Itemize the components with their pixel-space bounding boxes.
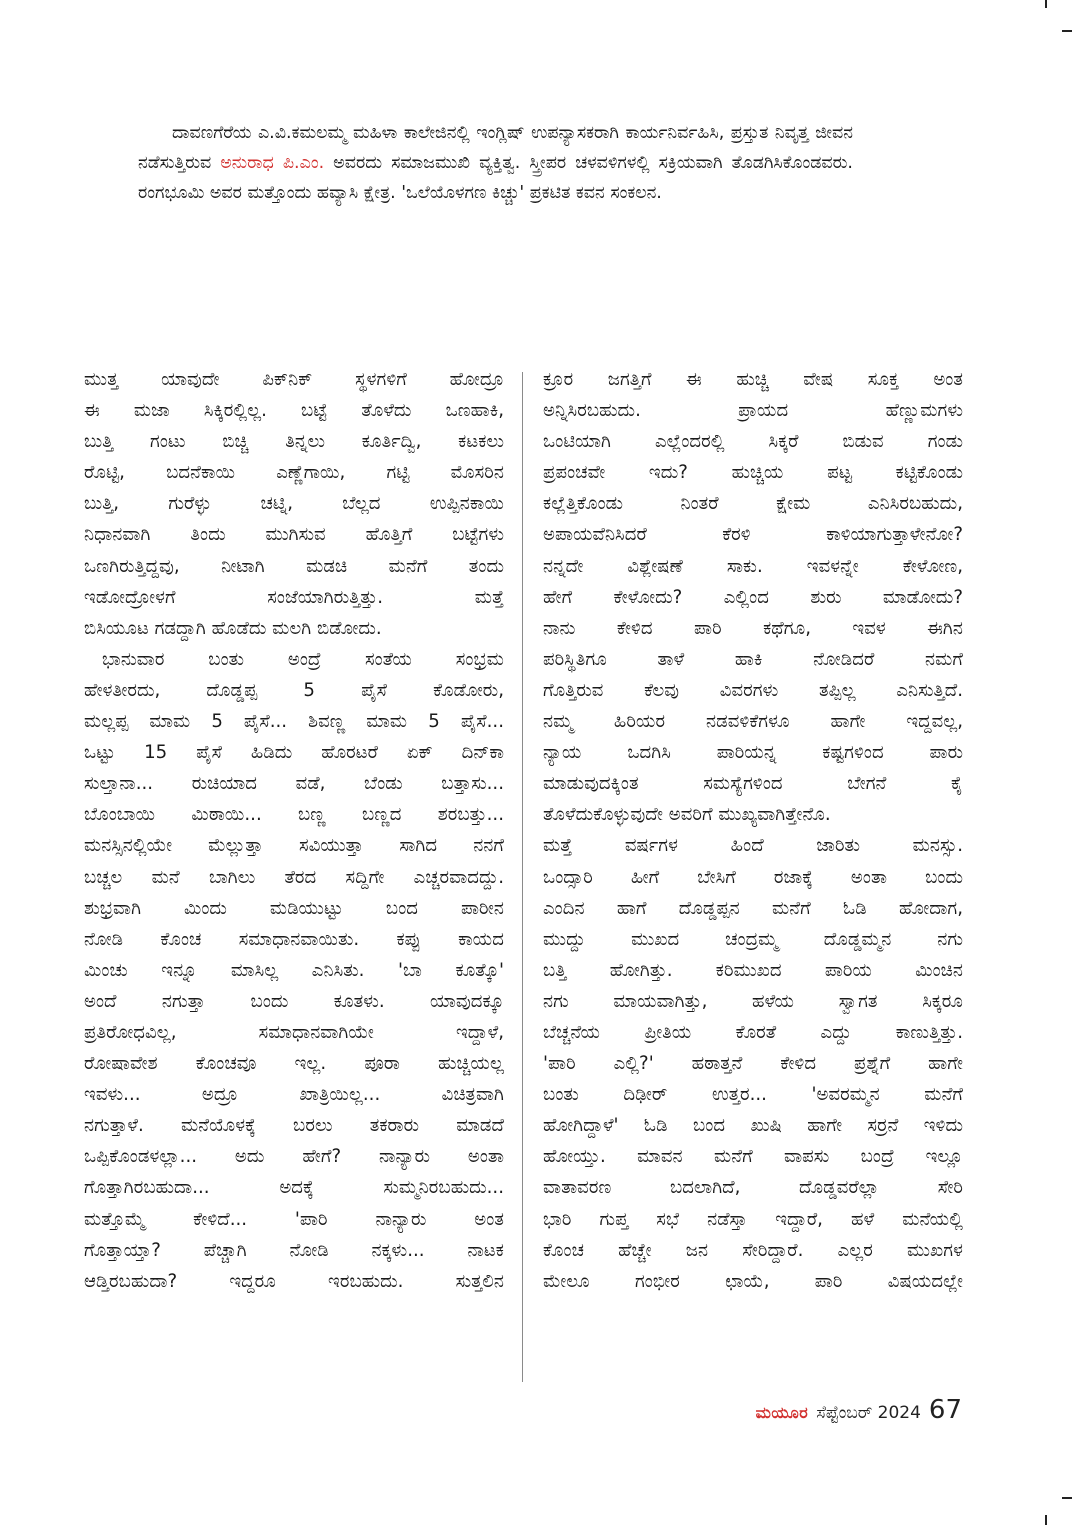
text-line: ಕ್ರೂರ ಜಗತ್ತಿಗೆ ಈ ಹುಚ್ಚಿ ವೇಷ ಸೂಕ್ತ ಅಂತ — [543, 369, 963, 390]
text-line: ಹೋಯ್ತು. ಮಾವನ ಮನೆಗೆ ವಾಪಸು ಬಂದ್ರೆ ಇಲ್ಲೂ — [543, 1146, 963, 1168]
author-bio-paragraph — [138, 118, 853, 208]
text-line: ಪರಿಸ್ಥಿತಿಗೂ ತಾಳೆ ಹಾಕಿ ನೋಡಿದರೆ ನಮಗೆ — [543, 648, 963, 670]
text-line: ಭಾನುವಾರ ಬಂತು ಅಂದ್ರೆ ಸಂತೆಯ ಸಂಭ್ರಮ — [102, 648, 504, 670]
text-line: ಮಾಡುವುದಕ್ಕಿಂತ ಸಮಸ್ಯೆಗಳಿಂದ ಬೇಗನೆ ಕೈ — [543, 773, 963, 795]
text-line: 'ಪಾರಿ ಎಲ್ಲಿ?' ಹಠಾತ್ತನೆ ಕೇಳಿದ ಪ್ರಶ್ನೆಗೆ ಹಾಗೇ — [543, 1053, 963, 1075]
text-line: ರೊಟ್ಟಿ, ಬದನೆಕಾಯಿ ಎಣ್ಣೆಗಾಯಿ, ಗಟ್ಟಿ ಮೊಸರಿನ — [84, 462, 504, 484]
text-line: ಈ ಮಜಾ ಸಿಕ್ಕಿರಲ್ಲಿಲ್ಲ. ಬಟ್ಟೆ ತೊಳೆದು ಒಣಹಾಕಿ, — [84, 400, 504, 422]
text-line: ಅಪಾಯವೆನಿಸಿದರೆ ಕೆರಳಿ ಕಾಳಿಯಾಗುತ್ತಾಳೇನೋ? — [543, 524, 963, 546]
text-line: ಬುತ್ತಿ ಗಂಟು ಬಿಚ್ಚಿ ತಿನ್ನಲು ಕೂರ್ತಿದ್ವಿ, ಕಟಕಲು — [84, 431, 504, 453]
author-name: ಅನುರಾಧ ಪಿ.ಎಂ. — [220, 153, 325, 173]
text-line: ತೊಳೆದುಕೊಳ್ಳುವುದೇ ಅವರಿಗೆ ಮುಖ್ಯವಾಗಿತ್ತೇನೊ. — [543, 804, 831, 826]
text-line: ಮೇಲೂ ಗಂಭೀರ ಛಾಯೆ, ಪಾರಿ ವಿಷಯದಲ್ಲೇ — [543, 1270, 963, 1292]
text-line: ಹೇಳತೀರದು, ದೊಡ್ಡಪ್ಪ 5 ಪೈಸೆ ಕೊಡೋರು, — [84, 679, 504, 701]
text-line: ಪ್ರತಿರೋಧವಿಲ್ಲ, ಸಮಾಧಾನವಾಗಿಯೇ ಇದ್ದಾಳೆ, — [84, 1021, 504, 1043]
text-line: ಗೊತ್ತಾಯ್ತಾ? ಪೆಚ್ಚಾಗಿ ನೋಡಿ ನಕ್ಕಳು... ನಾಟಕ — [84, 1239, 504, 1261]
text-line: ಬುತ್ತಿ, ಗುರೆಳ್ಳು ಚಟ್ನಿ, ಬೆಲ್ಲದ ಉಪ್ಪಿನಕಾಯಿ — [84, 493, 504, 515]
text-line: ಎಂದಿನ ಹಾಗೆ ದೊಡ್ಡಪ್ಪನ ಮನೆಗೆ ಓಡಿ ಹೋದಾಗ, — [543, 897, 963, 919]
article-column-right — [543, 364, 963, 1297]
text-line: ಒಣಗಿರುತ್ತಿದ್ದವು, ನೀಟಾಗಿ ಮಡಚಿ ಮನೆಗೆ ತಂದು — [84, 555, 504, 577]
author-bio-text-before: ದಾವಣಗೆರೆಯ ಎ.ವಿ.ಕಮಲಮ್ಮ ಮಹಿಳಾ ಕಾಲೇಜಿನಲ್ಲಿ ಇಂಗ್ಲಿಷ್ ಉಪನ್ಯಾಸಕರಾಗಿ ಕಾರ್ಯನಿರ್ವಹಿಸಿ, ಪ್ರಸ್ತುತ ನಿವೃತ್ತ ಜೀವನ ನಡೆಸುತ್ತಿರುವ — [138, 123, 853, 173]
text-line: ನಿಧಾನವಾಗಿ ತಿಂದು ಮುಗಿಸುವ ಹೊತ್ತಿಗೆ ಬಟ್ಟೆಗಳು — [84, 524, 504, 546]
magazine-logo: ಮಯೂರ — [755, 1403, 809, 1422]
page-footer — [756, 1395, 962, 1425]
page-number: 67 — [928, 1395, 962, 1425]
text-line: ಮುತ್ತ ಯಾವುದೇ ಪಿಕ್‌ನಿಕ್ ಸ್ಥಳಗಳಿಗೆ ಹೋದ್ರೂ — [84, 369, 504, 390]
crop-mark-bottom-right — [1062, 1497, 1072, 1499]
crop-mark-top-right-h — [1062, 30, 1072, 32]
text-line: ಇಡೋದ್ರೋಳಗೆ ಸಂಜೆಯಾಗಿರುತ್ತಿತ್ತು. ಮತ್ತೆ — [84, 586, 504, 608]
text-line: ಬೆಚ್ಚನೆಯ ಪ್ರೀತಿಯ ಕೊರತೆ ಎದ್ದು ಕಾಣುತ್ತಿತ್ತು. — [543, 1021, 963, 1043]
text-line: ಅನ್ನಿಸಿರಬಹುದು. ಪ್ರಾಯದ ಹೆಣ್ಣುಮಗಳು — [543, 400, 963, 422]
text-line: ಬಿಸಿಯೂಟ ಗಡದ್ದಾಗಿ ಹೊಡೆದು ಮಲಗಿ ಬಿಡೋದು. — [84, 617, 382, 639]
text-line: ಮತ್ತೊಮ್ಮೆ ಕೇಳಿದೆ... 'ಪಾರಿ ನಾನ್ಯಾರು ಅಂತ — [84, 1208, 504, 1230]
text-line: ಭಾರಿ ಗುಪ್ತ ಸಭೆ ನಡೆಸ್ತಾ ಇದ್ದಾರೆ, ಹಳೆ ಮನೆಯಲ್ಲಿ — [543, 1208, 963, 1230]
text-line: ಒಪ್ಪಿಕೊಂಡಳಲ್ಲಾ... ಅದು ಹೇಗೆ? ನಾನ್ಯಾರು ಅಂತಾ — [84, 1146, 504, 1168]
text-line: ಬಂತು ದಿಢೀರ್ ಉತ್ತರ... 'ಅವರಮ್ಮನ ಮನೆಗೆ — [543, 1084, 963, 1106]
text-line: ನನ್ನದೇ ವಿಶ್ಲೇಷಣೆ ಸಾಕು. ಇವಳನ್ನೇ ಕೇಳೋಣ, — [543, 555, 963, 577]
text-line: ನಾನು ಕೇಳಿದ ಪಾರಿ ಕಥೆಗೂ, ಇವಳ ಈಗಿನ — [543, 617, 963, 639]
text-line: ವಾತಾವರಣ ಬದಲಾಗಿದೆ, ದೊಡ್ಡವರೆಲ್ಲಾ ಸೇರಿ — [543, 1177, 963, 1199]
text-line: ರೋಷಾವೇಶ ಕೊಂಚವೂ ಇಲ್ಲ. ಪೂರಾ ಹುಚ್ಚಿಯಲ್ಲ — [84, 1053, 504, 1075]
text-line: ಅಂದೆ ನಗುತ್ತಾ ಬಂದು ಕೂತಳು. ಯಾವುದಕ್ಕೂ — [84, 990, 504, 1012]
text-line: ನಗು ಮಾಯವಾಗಿತ್ತು, ಹಳೆಯ ಸ್ವಾಗತ ಸಿಕ್ಕರೂ — [543, 990, 963, 1012]
text-line: ಆಡ್ತಿರಬಹುದಾ? ಇದ್ದರೂ ಇರಬಹುದು. ಸುತ್ತಲಿನ — [84, 1270, 504, 1292]
column-divider — [522, 372, 523, 1382]
text-line: ಸುಲ್ತಾನಾ... ರುಚಿಯಾದ ವಡೆ, ಬೆಂಡು ಬತ್ತಾಸು... — [84, 773, 504, 795]
crop-mark-bottom-right-v — [1045, 1515, 1047, 1525]
text-line: ಕೊಂಚ ಹೆಚ್ಚೇ ಜನ ಸೇರಿದ್ದಾರೆ. ಎಲ್ಲರ ಮುಖಗಳ — [543, 1239, 963, 1261]
text-line: ಮನಸ್ಸಿನಲ್ಲಿಯೇ ಮೆಲ್ಲುತ್ತಾ ಸವಿಯುತ್ತಾ ಸಾಗಿದ ನನಗೆ — [84, 835, 504, 857]
text-line: ಕಲ್ಲೆತ್ತಿಕೊಂಡು ನಿಂತರೆ ಕ್ಷೇಮ ಎನಿಸಿರಬಹುದು, — [543, 493, 963, 515]
issue-date: ಸೆಪ್ಟೆಂಬರ್ 2024 — [816, 1403, 921, 1423]
author-bio-text-after: ಅವರದು ಸಮಾಜಮುಖಿ ವ್ಯಕ್ತಿತ್ವ. ಸ್ತ್ರೀಪರ ಚಳವಳಿಗಳಲ್ಲಿ ಸಕ್ರಿಯವಾಗಿ ತೊಡಗಿಸಿಕೊಂಡವರು. ರಂಗಭೂಮಿ ಅವರ ಮತ್ತೊಂದು ಹವ್ಯಾಸಿ ಕ್ಷೇತ್ರ. 'ಒಲೆಯೊಳಗಣ ಕಿಚ್ಚು' ಪ್ರಕಟಿತ ಕವನ ಸಂಕಲನ. — [138, 153, 853, 203]
text-line: ಶುಭ್ರವಾಗಿ ಮಿಂದು ಮಡಿಯುಟ್ಟು ಬಂದ ಪಾರೀನ — [84, 897, 504, 919]
text-line: ಮುದ್ದು ಮುಖದ ಚಂದ್ರಮ್ಮ ದೊಡ್ಡಮ್ಮನ ನಗು — [543, 928, 963, 950]
text-line: ಒಂದ್ಸಾರಿ ಹೀಗೆ ಬೇಸಿಗೆ ರಜಾಕ್ಕೆ ಅಂತಾ ಬಂದು — [543, 866, 963, 888]
text-line: ನಮ್ಮ ಹಿರಿಯರ ನಡವಳಿಕೆಗಳೂ ಹಾಗೇ ಇದ್ದವಲ್ಲ, — [543, 711, 963, 733]
text-line: ನ್ಯಾಯ ಒದಗಿಸಿ ಪಾರಿಯನ್ನ ಕಷ್ಟಗಳಿಂದ ಪಾರು — [543, 742, 963, 764]
text-line: ಬಚ್ಚಲ ಮನೆ ಬಾಗಿಲು ತೆರದ ಸದ್ದಿಗೇ ಎಚ್ಚರವಾದದ್ದು. — [84, 866, 504, 888]
text-line: ಪ್ರಪಂಚವೇ ಇದು? ಹುಚ್ಚಿಯ ಪಟ್ಟ ಕಟ್ಟಿಕೊಂಡು — [543, 462, 963, 484]
text-line: ಮಿಂಚು ಇನ್ನೂ ಮಾಸಿಲ್ಲ ಎನಿಸಿತು. 'ಬಾ ಕೂತ್ಕೊ' — [84, 959, 504, 981]
crop-mark-top-right — [1045, 0, 1047, 8]
text-line: ಬತ್ತಿ ಹೋಗಿತ್ತು. ಕರಿಮುಖದ ಪಾರಿಯ ಮಿಂಚಿನ — [543, 959, 963, 981]
text-line: ಒಟ್ಟು 15 ಪೈಸೆ ಹಿಡಿದು ಹೊರಟರೆ ಏಕ್ ದಿನ್‌ಕಾ — [84, 742, 504, 764]
text-line: ಹೇಗೆ ಕೇಳೋದು? ಎಲ್ಲಿಂದ ಶುರು ಮಾಡೋದು? — [543, 586, 963, 608]
text-line: ಮತ್ತೆ ವರ್ಷಗಳ ಹಿಂದೆ ಜಾರಿತು ಮನಸ್ಸು. — [543, 835, 963, 857]
text-line: ನಗುತ್ತಾಳೆ. ಮನೆಯೊಳಕ್ಕೆ ಬರಲು ತಕರಾರು ಮಾಡದೆ — [84, 1115, 504, 1137]
text-line: ಮಲ್ಲಪ್ಪ ಮಾಮ 5 ಪೈಸೆ... ಶಿವಣ್ಣ ಮಾಮ 5 ಪೈಸೆ... — [84, 711, 504, 733]
text-line: ಹೋಗಿದ್ದಾಳೆ' ಓಡಿ ಬಂದ ಖುಷಿ ಹಾಗೇ ಸರ್ರನೆ ಇಳಿದು — [543, 1115, 963, 1137]
text-line: ಒಂಟಿಯಾಗಿ ಎಲ್ಲೆಂದರಲ್ಲಿ ಸಿಕ್ಕರೆ ಬಿಡುವ ಗಂಡು — [543, 431, 963, 453]
author-bio — [138, 118, 853, 208]
article-column-left — [84, 364, 504, 1297]
text-line: ಇವಳು... ಅದ್ರೂ ಖಾತ್ರಿಯಿಲ್ಲ... ವಿಚಿತ್ರವಾಗಿ — [84, 1084, 504, 1106]
text-line: ಗೊತ್ತಿರುವ ಕೆಲವು ವಿವರಗಳು ತಪ್ಪಿಲ್ಲ ಎನಿಸುತ್ತಿದೆ. — [543, 679, 963, 701]
text-line: ಗೊತ್ತಾಗಿರಬಹುದಾ... ಅದಕ್ಕೆ ಸುಮ್ಮನಿರಬಹುದು... — [84, 1177, 504, 1199]
text-line: ನೋಡಿ ಕೊಂಚ ಸಮಾಧಾನವಾಯಿತು. ಕಪ್ಪು ಕಾಯದ — [84, 928, 504, 950]
text-line: ಬೊಂಬಾಯಿ ಮಿಠಾಯಿ... ಬಣ್ಣ ಬಣ್ಣದ ಶರಬತ್ತು... — [84, 804, 504, 826]
